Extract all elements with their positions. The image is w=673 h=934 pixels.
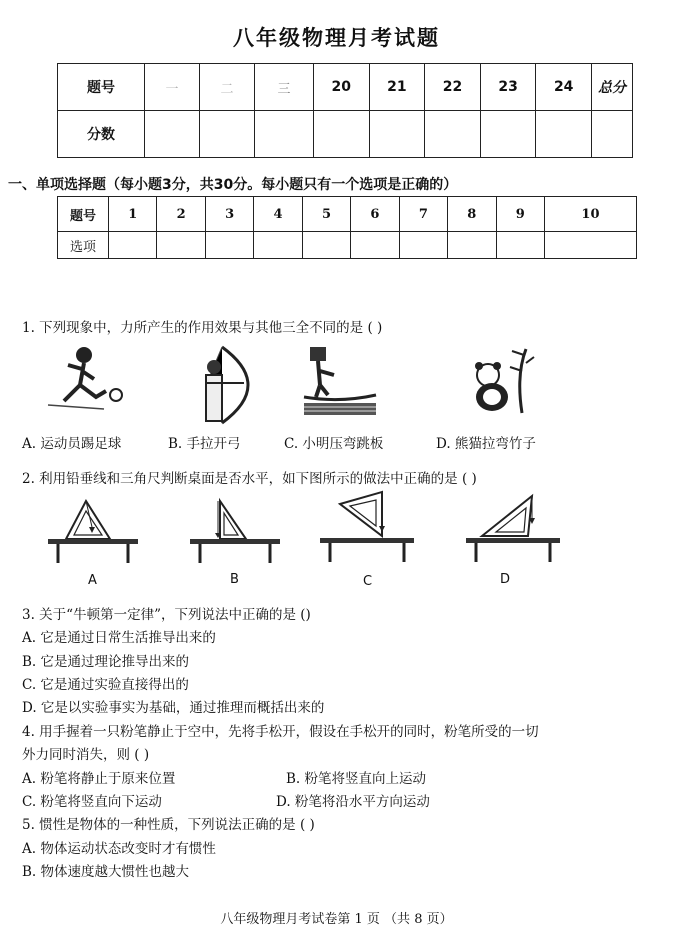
question-1-option-c: C. 小明压弯跳板 — [284, 436, 384, 452]
score-header-cell: 题号 — [58, 64, 145, 111]
answer-cell[interactable] — [254, 232, 302, 259]
figure-b-illustration — [190, 497, 280, 567]
football-player-illustration — [44, 345, 130, 415]
answer-cell[interactable] — [109, 232, 157, 259]
score-header-cell: 一 — [145, 64, 200, 111]
score-cell[interactable] — [592, 111, 633, 158]
answer-table-header-row — [58, 197, 637, 232]
question-4-option-a: A. 粉笔将静止于原来位置 — [22, 771, 176, 787]
figure-a-label: A — [88, 573, 97, 588]
score-header-cell: 24 — [536, 64, 592, 111]
page-footer: 八年级物理月考试卷第 1 页 （共 8 页） — [220, 912, 453, 927]
score-table-header-row — [58, 64, 633, 111]
answer-cell[interactable] — [205, 232, 253, 259]
section-heading-single-choice: 一、单项选择题（每小题3分，共30分。每小题只有一个选项是正确的） — [8, 177, 458, 193]
figure-d-illustration — [466, 492, 560, 566]
answer-cell[interactable] — [157, 232, 205, 259]
answer-header-cell: 1 — [109, 197, 157, 232]
score-cell[interactable] — [425, 111, 481, 158]
score-header-cell: 三 — [255, 64, 314, 111]
score-header-cell: 20 — [314, 64, 370, 111]
answer-cell[interactable] — [351, 232, 399, 259]
answer-header-cell: 9 — [496, 197, 544, 232]
answer-header-cell: 2 — [157, 197, 205, 232]
question-5-option-a: A. 物体运动状态改变时才有惯性 — [22, 841, 216, 857]
answer-header-cell: 7 — [399, 197, 447, 232]
score-header-cell: 23 — [480, 64, 536, 111]
question-3-option-a: A. 它是通过日常生活推导出来的 — [22, 630, 216, 646]
question-5-stem: 5. 惯性是物体的一种性质，下列说法正确的是 ( ) — [22, 817, 315, 833]
question-4-option-b: B. 粉笔将竖直向上运动 — [286, 771, 427, 787]
score-cell[interactable] — [255, 111, 314, 158]
question-1-option-d: D. 熊猫拉弯竹子 — [436, 436, 536, 452]
figure-c-illustration — [320, 490, 414, 566]
answer-row-label: 选项 — [58, 232, 109, 259]
answer-cell[interactable] — [448, 232, 496, 259]
question-1-option-b: B. 手拉开弓 — [168, 436, 241, 452]
score-header-cell: 21 — [369, 64, 425, 111]
page-title: 八年级物理月考试题 — [233, 26, 440, 50]
question-4-stem-line2: 外力同时消失，则 ( ) — [22, 747, 150, 763]
score-header-cell: 总分 — [592, 64, 633, 111]
answer-cell[interactable] — [399, 232, 447, 259]
figure-d-label: D — [500, 572, 511, 587]
question-1-stem: 1. 下列现象中，力所产生的作用效果与其他三全不同的是 ( ) — [22, 320, 383, 336]
answer-table — [57, 196, 637, 259]
figure-c-label: C — [363, 574, 373, 589]
answer-header-cell: 4 — [254, 197, 302, 232]
figure-a-illustration — [48, 497, 138, 567]
answer-header-cell: 3 — [205, 197, 253, 232]
score-header-cell: 二 — [200, 64, 255, 111]
answer-header-cell: 8 — [448, 197, 496, 232]
question-2-stem: 2. 利用铅垂线和三角尺判断桌面是否水平，如下图所示的做法中正确的是 ( ) — [22, 471, 477, 487]
score-cell[interactable] — [200, 111, 255, 158]
question-1-option-a: A. 运动员踢足球 — [22, 436, 122, 452]
score-cell[interactable] — [480, 111, 536, 158]
question-5-option-b: B. 物体速度越大惯性也越大 — [22, 864, 190, 880]
question-3-option-b: B. 它是通过理论推导出来的 — [22, 654, 190, 670]
score-table — [57, 63, 633, 158]
score-table-score-row — [58, 111, 633, 158]
question-3-stem: 3. 关于“牛顿第一定律”，下列说法中正确的是 () — [22, 607, 311, 623]
answer-header-cell: 题号 — [58, 197, 109, 232]
answer-cell[interactable] — [496, 232, 544, 259]
question-4-stem-line1: 4. 用手握着一只粉笔静止于空中，先将手松开，假设在手松开的同时，粉笔所受的一切 — [22, 724, 539, 740]
score-cell[interactable] — [536, 111, 592, 158]
answer-header-cell: 10 — [544, 197, 636, 232]
score-cell[interactable] — [145, 111, 200, 158]
answer-header-cell: 6 — [351, 197, 399, 232]
score-cell[interactable] — [369, 111, 425, 158]
answer-header-cell: 5 — [302, 197, 350, 232]
answer-cell[interactable] — [544, 232, 636, 259]
question-3-option-c: C. 它是通过实验直接得出的 — [22, 677, 189, 693]
panda-bamboo-illustration — [468, 345, 538, 415]
figure-b-label: B — [230, 572, 239, 587]
answer-table-option-row — [58, 232, 637, 259]
question-4-option-c: C. 粉笔将竖直向下运动 — [22, 794, 162, 810]
question-4-option-d: D. 粉笔将沿水平方向运动 — [276, 794, 430, 810]
question-3-option-d: D. 它是以实验事实为基础，通过推理而概括出来的 — [22, 700, 325, 716]
score-row-label: 分数 — [58, 111, 145, 158]
score-header-cell: 22 — [425, 64, 481, 111]
bow-archer-illustration — [184, 345, 264, 425]
diving-board-illustration — [300, 345, 380, 417]
answer-cell[interactable] — [302, 232, 350, 259]
score-cell[interactable] — [314, 111, 370, 158]
